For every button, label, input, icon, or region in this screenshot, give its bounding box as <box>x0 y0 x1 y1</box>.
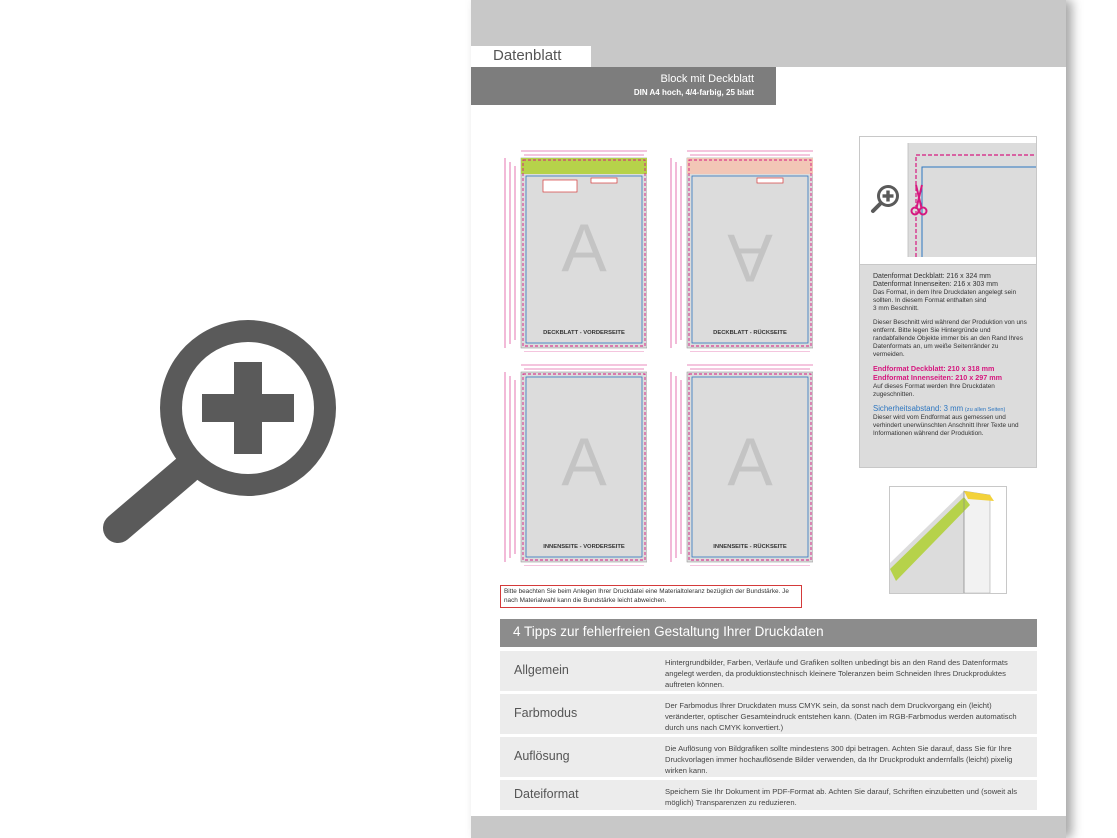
mini-page-4 <box>667 362 813 566</box>
page-letter: A <box>561 424 607 500</box>
mini-page-label: INNENSEITE - VORDERSEITE <box>543 544 625 550</box>
tip-text: Der Farbmodus Ihrer Druckdaten muss CMYK sein, da sonst nach dem Druckvorgang ein (leicht) veränderter, optischer Gesamteindruck entstehen kann. (Daten im RGB-Farbmodus werden automatisch durch uns nach CMYK konvertiert.) <box>665 701 1017 732</box>
safety-margin-info <box>873 405 1030 438</box>
datasheet-preview <box>471 0 1066 838</box>
end-format-info <box>873 365 1030 399</box>
trim-info: Dieser Beschnitt wird während der Produktion von uns entfernt. Bitte legen Sie Hintergründe und randabfallende Objekte immer bis an den Rand Ihres Datenformats an, um weiße Seitenränder zu vermeiden. <box>873 319 1027 358</box>
data-format-info <box>873 273 1030 313</box>
tip-label: Farbmodus <box>514 706 578 720</box>
mini-page-label: DECKBLATT - RÜCKSEITE <box>713 330 787 336</box>
data-format-line: Das Format, in dem Ihre Druckdaten angelegt sein <box>873 289 1017 296</box>
tip-label: Dateiformat <box>514 787 579 801</box>
tip-text: Hintergrundbilder, Farben, Verläufe und Grafiken sollten unbedingt bis an den Rand des Datenformats angelegt werden, da produktionstechnisch kleinere Toleranzen beim Schneiden Ihres Druckproduktes auftreten können. <box>665 658 1008 689</box>
safety-margin-title: Sicherheitsabstand: 3 mm <box>873 404 964 413</box>
zoom-in-icon[interactable] <box>100 310 360 550</box>
page-letter: A <box>727 424 773 500</box>
tip-text: Speichern Sie Ihr Dokument im PDF-Format ab. Achten Sie darauf, Schriften einzubetten und (soweit als möglich) Transparenzen zu reduzieren. <box>665 787 1018 807</box>
tip-text: Die Auflösung von Bildgrafiken sollte mindestens 300 dpi betragen. Achten Sie darauf, dass Sie für Ihre Druckvorlagen immer hochauflösende Bilder verwenden, da Ihr Druckprodukt andernfalls (leicht) pixelig wirken kann. <box>665 744 1013 775</box>
tip-row <box>500 651 1037 691</box>
mini-page-2 <box>667 148 813 352</box>
material-tolerance-note: Bitte beachten Sie beim Anlegen Ihrer Druckdatei eine Materialtoleranz bezüglich der Bundstärke. Je nach Materialwahl kann die Bundstärke leicht abweichen. <box>500 585 802 608</box>
tip-row <box>500 737 1037 777</box>
safety-margin-text: Dieser wird vom Endformat aus gemessen und verhindert unerwünschten Anschnitt Ihrer Texte und Informationen während der Produktion. <box>873 414 1019 437</box>
tab-strip <box>591 46 1066 67</box>
sheet-bottom-band <box>471 816 1066 838</box>
data-format-line: 3 mm Beschnitt. <box>873 305 919 312</box>
cut-info-text <box>860 265 1036 467</box>
product-subtitle: DIN A4 hoch, 4/4-farbig, 25 blatt <box>633 88 754 97</box>
tip-label: Allgemein <box>514 663 569 677</box>
spine-illustration <box>889 486 1007 594</box>
end-format-inner: Endformat Innenseiten: 210 x 297 mm <box>873 373 1003 382</box>
mini-page-1 <box>501 148 647 352</box>
cut-detail-view <box>860 137 1036 265</box>
end-format-cover: Endformat Deckblatt: 210 x 318 mm <box>873 364 995 373</box>
data-format-line: Datenformat Deckblatt: 216 x 324 mm <box>873 273 991 280</box>
tip-row <box>500 694 1037 734</box>
page-letter: A <box>561 210 607 286</box>
product-header <box>471 67 776 105</box>
data-format-line: Datenformat Innenseiten: 216 x 303 mm <box>873 281 998 288</box>
tip-label: Auflösung <box>514 749 570 763</box>
mini-page-label: INNENSEITE - RÜCKSEITE <box>713 544 787 550</box>
cut-info-panel <box>859 136 1037 468</box>
mini-page-3 <box>501 362 647 566</box>
end-format-text: Auf dieses Format werden Ihre Druckdaten zugeschnitten. <box>873 383 995 398</box>
page-letter: A <box>727 220 773 296</box>
sheet-top-band <box>471 0 1066 46</box>
datasheet-tab: Datenblatt <box>471 46 591 67</box>
safety-margin-note: (zu allen Seiten) <box>964 407 1006 413</box>
zoom-small-icon <box>870 183 902 215</box>
tip-row <box>500 780 1037 810</box>
mini-page-label: DECKBLATT - VORDERSEITE <box>543 330 625 336</box>
tips-title: 4 Tipps zur fehlerfreien Gestaltung Ihrer Druckdaten <box>500 619 1037 647</box>
scissors-icon <box>910 183 928 217</box>
product-title: Block mit Deckblatt <box>660 73 754 85</box>
data-format-line: sollten. In diesem Format enthalten sind <box>873 297 987 304</box>
